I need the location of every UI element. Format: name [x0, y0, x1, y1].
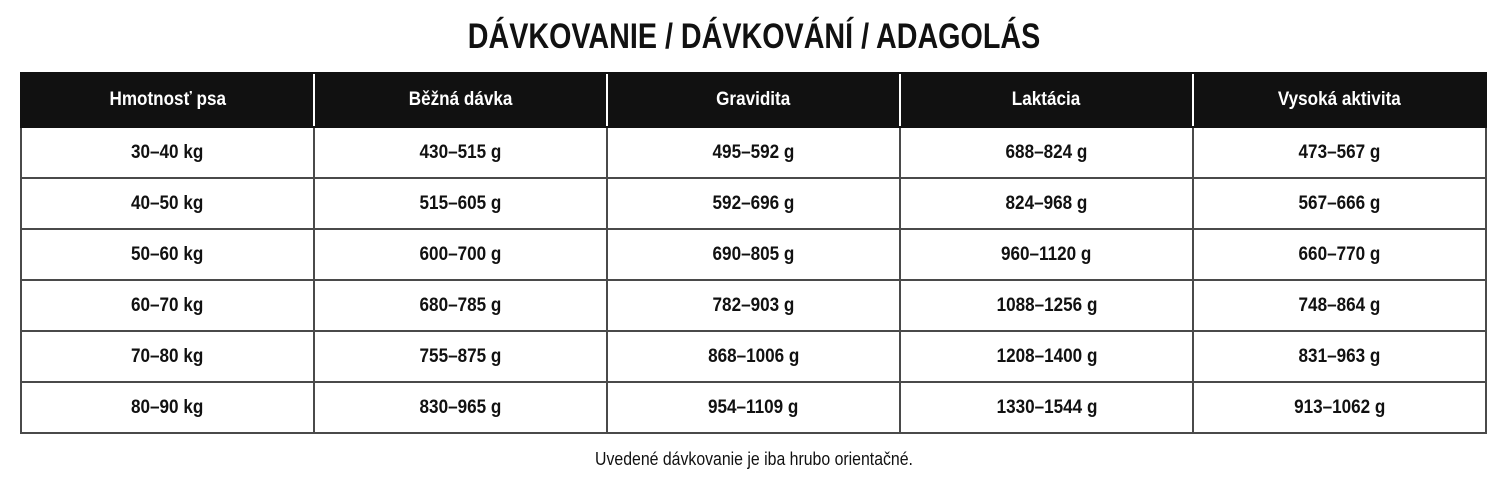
table-header — [21, 73, 1486, 127]
cell-lactation: 824–968 g — [900, 178, 1193, 229]
cell-high-activity: 748–864 g — [1193, 280, 1486, 331]
cell-high-activity: 473–567 g — [1193, 127, 1486, 178]
cell-high-activity: 567–666 g — [1193, 178, 1486, 229]
header-dog-weight: Hmotnosť psa — [21, 73, 314, 127]
cell-lactation: 1208–1400 g — [900, 331, 1193, 382]
cell-high-activity: 831–963 g — [1193, 331, 1486, 382]
table-body — [21, 127, 1486, 433]
page-title: DÁVKOVANIE / DÁVKOVÁNÍ / ADAGOLÁS — [467, 17, 1041, 56]
cell-high-activity: 660–770 g — [1193, 229, 1486, 280]
cell-normal-dose: 430–515 g — [314, 127, 607, 178]
header-pregnancy: Gravidita — [607, 73, 900, 127]
dosing-table — [20, 72, 1487, 434]
cell-lactation: 1088–1256 g — [900, 280, 1193, 331]
cell-lactation: 960–1120 g — [900, 229, 1193, 280]
cell-normal-dose: 755–875 g — [314, 331, 607, 382]
cell-lactation: 688–824 g — [900, 127, 1193, 178]
footnote: Uvedené dávkovanie je iba hrubo orientačné. — [595, 449, 913, 469]
cell-high-activity: 913–1062 g — [1193, 382, 1486, 433]
cell-normal-dose: 515–605 g — [314, 178, 607, 229]
table-row — [21, 127, 1486, 178]
cell-pregnancy: 782–903 g — [607, 280, 900, 331]
cell-dog-weight: 30–40 kg — [21, 127, 314, 178]
cell-normal-dose: 680–785 g — [314, 280, 607, 331]
cell-lactation: 1330–1544 g — [900, 382, 1193, 433]
table-row — [21, 382, 1486, 433]
cell-dog-weight: 80–90 kg — [21, 382, 314, 433]
cell-pregnancy: 954–1109 g — [607, 382, 900, 433]
cell-normal-dose: 600–700 g — [314, 229, 607, 280]
cell-pregnancy: 592–696 g — [607, 178, 900, 229]
cell-pregnancy: 495–592 g — [607, 127, 900, 178]
cell-pregnancy: 868–1006 g — [607, 331, 900, 382]
cell-pregnancy: 690–805 g — [607, 229, 900, 280]
cell-dog-weight: 40–50 kg — [21, 178, 314, 229]
table-row — [21, 178, 1486, 229]
table-row — [21, 229, 1486, 280]
header-lactation: Laktácia — [900, 73, 1193, 127]
table-row — [21, 331, 1486, 382]
table-row — [21, 280, 1486, 331]
header-row — [21, 73, 1486, 127]
cell-dog-weight: 70–80 kg — [21, 331, 314, 382]
cell-normal-dose: 830–965 g — [314, 382, 607, 433]
cell-dog-weight: 60–70 kg — [21, 280, 314, 331]
header-normal-dose: Běžná dávka — [314, 73, 607, 127]
cell-dog-weight: 50–60 kg — [21, 229, 314, 280]
header-high-activity: Vysoká aktivita — [1193, 73, 1486, 127]
